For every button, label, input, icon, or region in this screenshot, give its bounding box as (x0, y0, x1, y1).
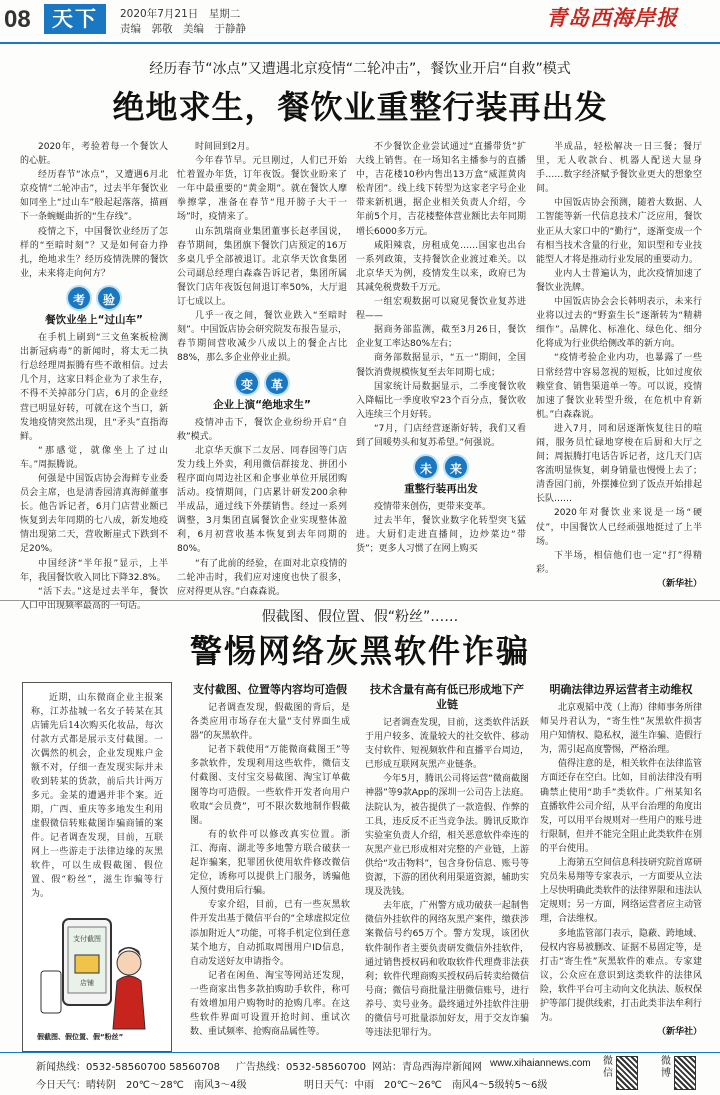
illus-phone-label: 支付截图 (73, 935, 101, 943)
paragraph: 下半场，相信他们也一定“打”得精彩。 (536, 550, 702, 575)
paragraph: 据商务部监测，截至3月26日，餐饮企业复工率达80%左右； (356, 325, 526, 350)
wechat-qr-icon[interactable] (616, 1056, 638, 1090)
paragraph: 去年底，广州警方成功破获一起制售微信外挂软件的网络灰黑产案件，缴获涉案微信号约65万个。警方发现，该团伙软件制作者主要负责研发微信外挂软件，通过销售授权码和收取软件代理费非法获利；软件代理商购买授权码后转卖给微信号商；微信号商批量注册微信账号，进行养号、卖号业务。最终通过外挂软件注册的微信号可批量添加好友，用于交友诈骗等违法犯罪行为。 (365, 901, 529, 1039)
paragraph: 不少餐饮企业尝试通过“直播带货”扩大线上销售。在一场知名主播参与的直播中，吉花楼10秒内售出13万盒“威涯黄肉松青团”。线上线下转型为这家老字号企业带来新机遇，据企业相关负责人介绍，今年前5个月，吉花楼整体营业额比去年同期增长6000多万元。 (356, 142, 526, 237)
paragraph: 北京华天旗下二友居、同春园等门店发力线上外卖，利用微信群接龙、拼团小程序面向周边社区和企事业单位开展团购活动。疫情期间，门店累计研发200余种半成品，通过线下外摆销售。经过一系列调整，3月集团直属餐饮企业实现整体盈利，6月初营收基本恢复到去年同期的80%。 (177, 445, 347, 555)
section-medal-1: 考 验 (20, 285, 168, 311)
article2-col1-heading: 支付截图、位置等内容均可造假 (193, 683, 347, 696)
article2-headline: 警惕网络灰黑软件诈骗 (189, 632, 530, 670)
paragraph: 在手机上刷到“三文鱼案板检测出新冠病毒”的新闻时，将太无二执行总经理周振腾有些不敢相信。过去几个月，这家日料企业为了求生存，不得不关掉部分门店，6月的企业经营已明显好转，可就在这个当口，新发地疫情突然出现，且“矛头”直指海鲜。 (20, 333, 168, 442)
paragraph: 咸阳辣袁，房租成免……国家也出台一系列政策，支持餐饮企业渡过难关。以北京华天为例，疫情发生以来，政府已为其减免税费数千万元。 (356, 240, 526, 293)
paragraph: 业内人士普遍认为，此次疫情加速了餐饮业洗牌。 (536, 268, 702, 293)
section-medal-3: 未 来 (356, 454, 526, 480)
paragraph: 记者调查发现，目前，这类软件活跃于用户较多、流量较大的社交软件、移动支付软件、短视频软件和直播平台周边，已形成互联网灰黑产业链条。 (365, 718, 529, 771)
article2-column-1 (190, 682, 350, 1044)
paragraph: 记者下载使用“万能微商截图王”等多款软件，发现利用这些软件，微信支付截图、支付宝交易截图、淘宝订单截图等均可造假。一些软件开发者向用户收取“会员费”，可不限次数地制作假截图。 (190, 745, 350, 826)
paragraph: 进入7月，同和居逐渐恢复往日的喧闹，服务员忙碌地穿梭在后厨和大厅之间；周振腾打电话告诉记者，这几天门店客流明显恢复，刺身销量也慢慢上去了；清香园门前，外摆摊位到了饭点开始排起长队…… (536, 423, 702, 505)
ad-hotline: 广告热线：0532-58560700 (236, 1062, 366, 1073)
website-url[interactable]: www.xihaiannews.com (490, 1058, 591, 1069)
website-label: 网站：青岛西海岸新闻网 (372, 1062, 482, 1073)
paragraph: 今年春节早。元旦刚过，人们已开始忙着置办年货，订年夜饭。餐饮业盼来了一年中最重要的“黄金期”。就在餐饮人摩拳擦掌，准备在春节“甩开膀子大干一场”时，疫情来了。 (177, 156, 347, 223)
section-subhead-2: 企业上演“绝地求生” (213, 398, 311, 411)
section-subhead-3: 重整行装再出发 (404, 483, 478, 496)
paragraph: 疫情冲击下，餐饮企业纷纷开启“自救”模式。 (177, 417, 347, 442)
paragraph: 今年5月，腾讯公司将运营“微商截图神器”等9款App的深圳一公司告上法庭。法院认为，被告提供了一款造假、作弊的工具，违反反不正当竞争法。腾讯反欺诈实验室负责人介绍，相关恶意软件牵连的灰黑产业已形成相对完整的产业链，上游供给“攻击物料”，包含身份信息、账号等资源，下游的团伙利用渠道资源，辅助实现及洗钱。 (365, 774, 529, 898)
paragraph: 疫情带来创伤，更带来变革。 (374, 502, 492, 513)
paragraph: “疫情考验企业内功，也暴露了一些日常经营中容易忽视的短板，比如过度依赖堂食、销售渠道单一等。可以说，疫情加速了餐饮业转型升级，在危机中育新机。”白森森说。 (536, 353, 702, 420)
illus-caption: 假截图、假位置、假“粉丝” (37, 1033, 124, 1041)
paragraph: 国家统计局数据显示，二季度餐饮收入降幅比一季度收窄23个百分点，餐饮收入连续三个月好转。 (356, 381, 526, 420)
lead-box-text: 近期，山东微商企业主报案称，江苏盐城一名女子转某在其店铺先后14次购买化妆品，每次付款方式都是展示支付截图。一次偶然的机会，企业发现账户金额不对，仔细一查发现实际并未收到转某的货款，前后共计两万多元。金某的遭遇并非个案。近期，广西、重庆等多地发生利用虚假微信转账截图诈骗商铺的案件。记者调查发现，目前，互联网上一些游走于法律边缘的灰黑软件，可以生成假截图、假位置、假“粉丝”，滋生诈骗等行为。 (31, 693, 163, 899)
issue-date: 2020年7月21日 星期二 (120, 8, 241, 20)
paragraph: 疫情之下，中国餐饮业经历了怎样的“至暗时刻”？又是如何奋力挣扎，绝地求生？经历疫情洗牌的餐饮业，未来将走向何方？ (20, 226, 168, 279)
section-subhead-1: 餐饮业坐上“过山车” (45, 313, 143, 326)
section-medal-2: 变 革 (177, 370, 347, 396)
newspaper-logo: 青岛西海岸报 (546, 5, 678, 30)
article1-headline: 绝地求生，餐饮业重整行装再出发 (112, 88, 608, 126)
paragraph: “有了此前的经验，在面对北京疫情的二轮冲击时，我们应对速度也快了很多，应对得更从容。”白森森说。 (177, 558, 347, 597)
paragraph: “活下去。”这是过去半年，餐饮人口中出现频率最高的一句话。 (20, 586, 168, 611)
paragraph: “7月，门店经营逐渐好转，我们又看到了回暖势头和复苏希望。”何强说。 (356, 423, 526, 448)
paragraph: 2020年对餐饮业来说是一场“硬仗”，中国餐饮人已经顽强地挺过了上半场。 (536, 508, 702, 547)
section-label: 天下 (44, 4, 106, 34)
paragraph: 经历春节“冰点”，又遭遇6月北京疫情“二轮冲击”，过去半年餐饮业如同坐上“过山车”般起起落落，描画下一条蜿蜒曲折的“生存线”。 (20, 170, 168, 223)
weibo-qr-icon[interactable] (674, 1056, 696, 1090)
article2-column-2 (365, 682, 529, 1044)
paragraph: 山东凯瑞商业集团董事长赵孝国说，春节期间，集团旗下餐饮门店预定的16万多桌几乎全部被退订。北京华天饮食集团公司副总经理白森森告诉记者，集团所属餐饮门店年夜饭包间退订率50%，大厅退订七成以上。 (177, 226, 347, 308)
header-rule (0, 42, 720, 44)
article1-column-2 (177, 140, 347, 597)
article2-subtitle: 假截图、假位置、假“粉丝”…… (261, 609, 459, 625)
paragraph: 值得注意的是，相关软件在法律监管方面还存在空白。比如，目前法律没有明确禁止使用“助手”类软件。广州某知名直播软件公司介绍，从平台治理的角度出发，可以用平台规则对一些用户的账号进行限制，但并不能完全阻止此类软件在别的平台使用。 (540, 759, 703, 854)
paragraph: 过去半年，餐饮业数字化转型突飞猛进。大厨们走进直播间，边炒菜边“带货”；更多人习惯了在网上购买 (356, 516, 526, 555)
paragraph: 半成品，轻松解决一日三餐；餐厅里，无人收款台、机器人配送大显身手……数字经济赋予餐饮业更大的想象空间。 (536, 142, 702, 195)
article1-credit: （新华社） (656, 578, 702, 589)
article1-column-4 (536, 140, 702, 592)
paragraph: 2020年，考验着每一个餐饮人的心脏。 (20, 142, 168, 167)
paragraph: 北京观韬中茂（上海）律师事务所律师吴丹君认为，“寄生性”灰黑软件损害用户知情权、隐私权，滋生诈骗、造假行为，需引起高度警惕，严格治理。 (540, 703, 703, 756)
article-separator (0, 600, 720, 601)
editors-line: 责编 郭敬 美编 于静静 (120, 23, 246, 35)
paragraph: 上海第五空间信息科技研究院首席研究员朱易翔等专家表示，一方面要从立法上尽快明确此类软件的法律界限和违法认定规则；另一方面，网络运营者应主动管理，合法维权。 (540, 858, 703, 925)
tomorrow-weather: 明日天气：中雨 20℃～26℃ 南风4～5级转5～6级 (304, 1080, 548, 1091)
paragraph: 专家介绍，目前，已有一些灰黑软件开发出基于微信平台的“全球虚拟定位添加附近人”功能，可将手机定位到任意某个地方，自动抓取周围用户ID信息，自动发送好友申请指令。 (190, 900, 350, 967)
paragraph: 商务部数据显示，“五一”期间，全国餐饮消费规模恢复至去年同期七成； (356, 353, 526, 378)
wechat-label: 微信 (603, 1056, 613, 1079)
news-hotline: 新闻热线：0532-58560700 58560708 (36, 1062, 221, 1073)
weibo-label: 微博 (661, 1056, 671, 1079)
phone-scam-illustration (33, 911, 161, 1043)
paragraph: 中国饭店协会预测，随着大数据、人工智能等新一代信息技术广泛应用，餐饮业正从大家口中的“勤行”，逐渐变成一个有相当技术含量的行业，知识型和专业技能型人才将是推动行业发展的重要动力。 (536, 198, 702, 265)
article2-credit: （新华社） (656, 1027, 702, 1038)
article1-subtitle: 经历春节“冰点”又遭遇北京疫情“二轮冲击”，餐饮业开启“自救”模式 (149, 61, 571, 77)
paragraph: “那感觉，就像坐上了过山车。”周振腾说。 (20, 445, 168, 470)
paragraph: 几乎一夜之间，餐饮业跌入“至暗时刻”。中国饭店协会研究院发布报告显示，春节期间营收减少八成以上的餐企占比88%，那么多企业停业止损。 (177, 311, 347, 364)
today-weather: 今日天气：晴转阴 20℃～28℃ 南风3～4级 (36, 1080, 247, 1091)
illus-shop-label: 店铺 (80, 979, 94, 987)
article2-column-3 (540, 682, 702, 1044)
paragraph: 一组宏观数据可以窥见餐饮业复苏进程—— (356, 297, 526, 322)
paragraph: 多地监管部门表示，隐蔽、跨地域、侵权内容易被删改、证据不易固定等，是打击“寄生性”灰黑软件的难点。专家建议，公众应在意识到这类软件的法律风险，软件平台可主动向文化执法、版权保护等部门提供线索，打击此类非法牟利行为。 (540, 928, 703, 1024)
lead-box (22, 682, 172, 1052)
footer-rule (0, 1052, 720, 1053)
article2-col2-heading: 技术含量有高有低已形成地下产业链 (370, 683, 524, 711)
article1-column-1 (20, 140, 168, 611)
paragraph: 时间回到2月。 (195, 142, 255, 152)
paragraph: 记者在闲鱼、淘宝等网站还发现，一些商家出售多款拍购助手软件，称可有效增加用户购物时的抢购几率。在这些软件界面可设置开抢时间、重试次数、重试频率、抢购商品属性等。 (190, 970, 350, 1038)
paragraph: 记者调查发现，假截图的背后，是各类应用市场存在大量“支付界面生成器”的灰黑软件。 (190, 703, 350, 742)
article2-col3-heading: 明确法律边界运营者主动维权 (549, 683, 693, 696)
paragraph: 中国饭店协会会长韩明表示，未来行业将以过去的“野蛮生长”逐渐转为“精耕细作”。品牌化、标准化、绿色化、细分化将成为行业供给侧改革的新方向。 (536, 297, 702, 350)
page-number: 08 (4, 6, 31, 33)
paragraph: 中国经济“半年报”显示，上半年，我国餐饮收入同比下降32.8%。 (20, 558, 168, 583)
article1-column-3 (356, 140, 526, 592)
paragraph: 何强是中国饭店协会海鲜专业委员会主席，也是清香园清真海鲜董事长。他告诉记者，6月门店营业额已恢复到去年同期的七八成，新发地疫情出现第二天，营收断崖式下跌到不足20%。 (20, 473, 168, 555)
paragraph: 有的软件可以修改真实位置。浙江、海南、湖北等多地警方联合破获一起诈骗案，犯罪团伙使用软件修改微信定位，诱称可以提供上门服务，诱骗他人预付费用后行骗。 (190, 829, 350, 897)
